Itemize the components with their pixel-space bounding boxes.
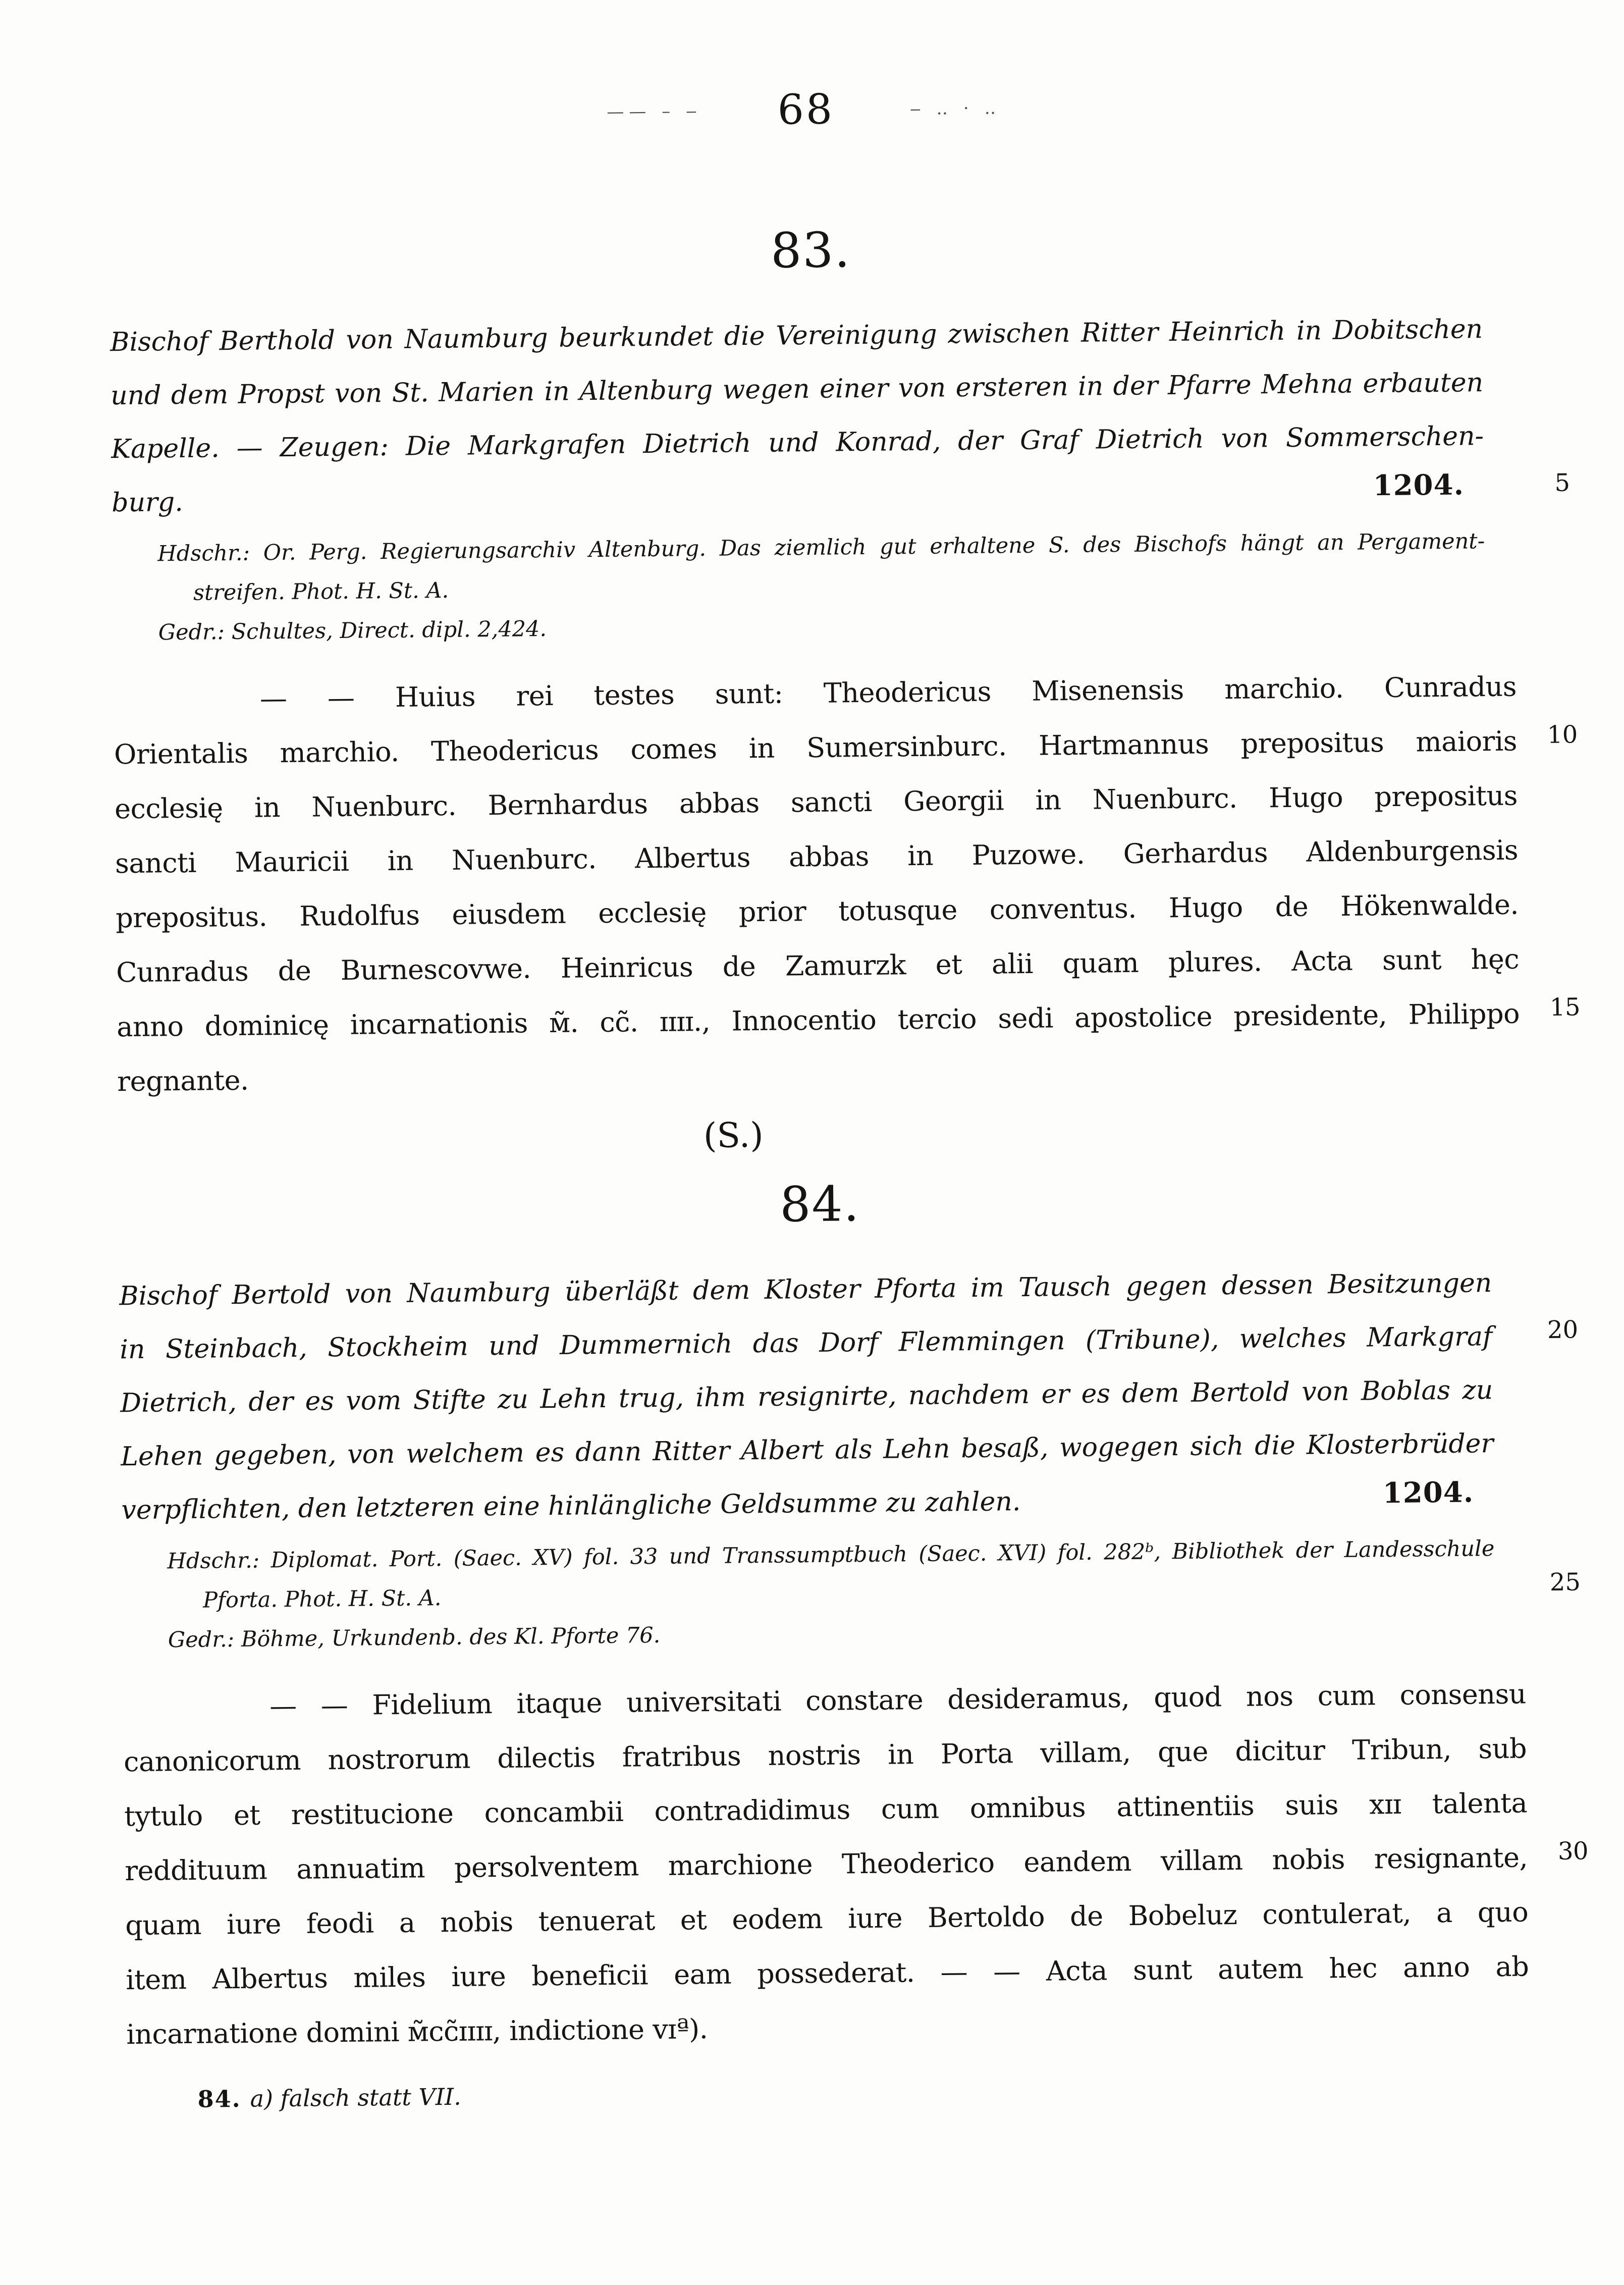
- entry-83-text: [113, 660, 1581, 1109]
- regest-line-text: Lehen gegeben, von welchem es dann Ritter Albert als Lehn besaß, wogegen sich die Klosterbrüder: [121, 1428, 1494, 1472]
- margin-line-number-20: 20: [1547, 1315, 1579, 1345]
- text-line-text: tytulo et restitucione concambii contradidimus cum omnibus attinentiis suis xɪɪ talenta: [124, 1787, 1528, 1833]
- gedr-line-text: Gedr.: Böhme, Urkundenb. des Kl. Pforte 76.: [168, 1622, 661, 1653]
- text-line-text: prepositus. Rudolfus eiusdem ecclesię prior totusque conventus. Hugo de Hökenwalde.: [115, 888, 1519, 934]
- footnote-text: a) falsch statt VII.: [250, 2083, 461, 2112]
- regest-line-text: Kapelle. — Zeugen: Die Markgrafen Dietrich und Konrad, der Graf Dietrich von Sommerschen-: [111, 421, 1484, 465]
- margin-line-number-30: 30: [1557, 1837, 1589, 1866]
- entry-84-text: [123, 1667, 1589, 2062]
- text-line-text: regnante.: [117, 1064, 249, 1098]
- text-line-text: Orientalis marchio. Theodericus comes in Sumersinburc. Hartmannus prepositus maioris: [114, 725, 1518, 771]
- text-line-text: anno dominicę incarnationis ᴍ̃. ᴄᴄ̃. ɪɪɪɪ., Innocentio tercio sedi apostolice presidente, Philippo: [116, 997, 1520, 1043]
- entry-83-number: 83.: [770, 222, 851, 279]
- regest-line-text: Bischof Bertold von Naumburg überläßt dem Kloster Pforta im Tausch gegen dessen Besitzungen: [119, 1268, 1492, 1312]
- text-line-text: Cunradus de Burnescovwe. Heinricus de Zamurzk et alii quam plures. Acta sunt hęc: [116, 943, 1520, 989]
- margin-line-number-25: 25: [1549, 1568, 1581, 1597]
- text-line-text: canonicorum nostrorum dilectis fratribus nostris in Porta villam, que dicitur Tribun, sub: [123, 1732, 1527, 1778]
- hdschr-line-text: Pforta. Phot. H. St. A.: [202, 1585, 442, 1613]
- entry-83-regest: [110, 302, 1571, 529]
- regest-line-text: und dem Propst von St. Marien in Altenburg wegen einer von ersteren in der Pfarre Mehna erbauten: [110, 367, 1484, 411]
- text-line-text: incarnatione domini ᴍ̃ᴄᴄ̃ɪɪɪɪ, indictione ᴠɪª).: [126, 2013, 708, 2051]
- regest-line-text: burg.: [111, 487, 183, 518]
- entry-83-sources: [157, 521, 1486, 652]
- margin-line-number-5: 5: [1554, 468, 1571, 497]
- text-line-text: — — Huius rei testes sunt: Theodericus Misenensis marchio. Cunradus: [259, 670, 1517, 715]
- regest-line-text: Bischof Berthold von Naumburg beurkundet die Vereinigung zwischen Ritter Heinrich in Dobitschen: [110, 314, 1483, 358]
- margin-line-number-10: 10: [1547, 720, 1578, 749]
- charter-entry-84: [118, 1170, 1589, 2062]
- footnote-entry-number: 84.: [197, 2085, 241, 2113]
- text-line-text: sancti Mauricii in Nuenburc. Albertus abbas in Puzowe. Gerhardus Aldenburgensis: [115, 834, 1519, 880]
- entry-84-sources: [167, 1529, 1581, 1660]
- page-number: 68: [777, 85, 835, 134]
- footnote: [197, 2083, 461, 2113]
- text-line-text: quam iure feodi a nobis tenuerat et eodem iure Bertoldo de Bobeluz contulerat, a quo: [125, 1896, 1529, 1942]
- hdschr-line-text: streifen. Phot. H. St. A.: [193, 577, 449, 606]
- regest-line-text: in Steinbach, Stockheim und Dummernich das Dorf Flemmingen (Tribune), welches Markgraf: [120, 1321, 1493, 1365]
- hdschr-line-text: Hdschr.: Or. Perg. Regierungsarchiv Altenburg. Das ziemlich gut erhaltene S. des Bischofs hängt an Pergament-: [157, 528, 1485, 567]
- regest-line-text: Dietrich, der es vom Stifte zu Lehn trug, ihm resignirte, nachdem er es dem Bertold von Boblas zu: [120, 1375, 1493, 1419]
- scan-artifact-right: ‒ ‥ · ‥: [909, 97, 1001, 119]
- scan-artifact-left: —— – ‒: [607, 100, 702, 122]
- charter-entry-83: [109, 216, 1581, 1162]
- margin-line-number-15: 15: [1549, 993, 1581, 1022]
- entry-84-number: 84.: [779, 1176, 860, 1233]
- seal-mark: (S.): [703, 1115, 764, 1156]
- gedr-line-text: Gedr.: Schultes, Direct. dipl. 2,424.: [158, 616, 547, 646]
- text-line-text: — — Fidelium itaque universitati constare desideramus, quod nos cum consensu: [269, 1678, 1527, 1722]
- text-line-text: reddituum annuatim persolventem marchione Theoderico eandem villam nobis resignante,: [124, 1841, 1528, 1887]
- entry-84-regest: [119, 1256, 1579, 1537]
- running-head: [0, 78, 1616, 142]
- entry-83-date: 1204.: [1373, 468, 1465, 503]
- entry-84-date: 1204.: [1382, 1475, 1474, 1510]
- regest-line-text: verpflichten, den letzteren eine hinlängliche Geldsumme zu zahlen.: [121, 1486, 1021, 1526]
- text-line-text: ecclesię in Nuenburc. Bernhardus abbas sancti Georgii in Nuenburc. Hugo prepositus: [114, 779, 1518, 825]
- hdschr-line-text: Hdschr.: Diplomat. Port. (Saec. XV) fol. 33 und Transsumptbuch (Saec. XVI) fol. 282ᵇ, Bibliothek der Landesschule: [167, 1536, 1495, 1574]
- text-line-text: item Albertus miles iure beneficii eam possederat. — — Acta sunt autem hec anno ab: [126, 1950, 1529, 1996]
